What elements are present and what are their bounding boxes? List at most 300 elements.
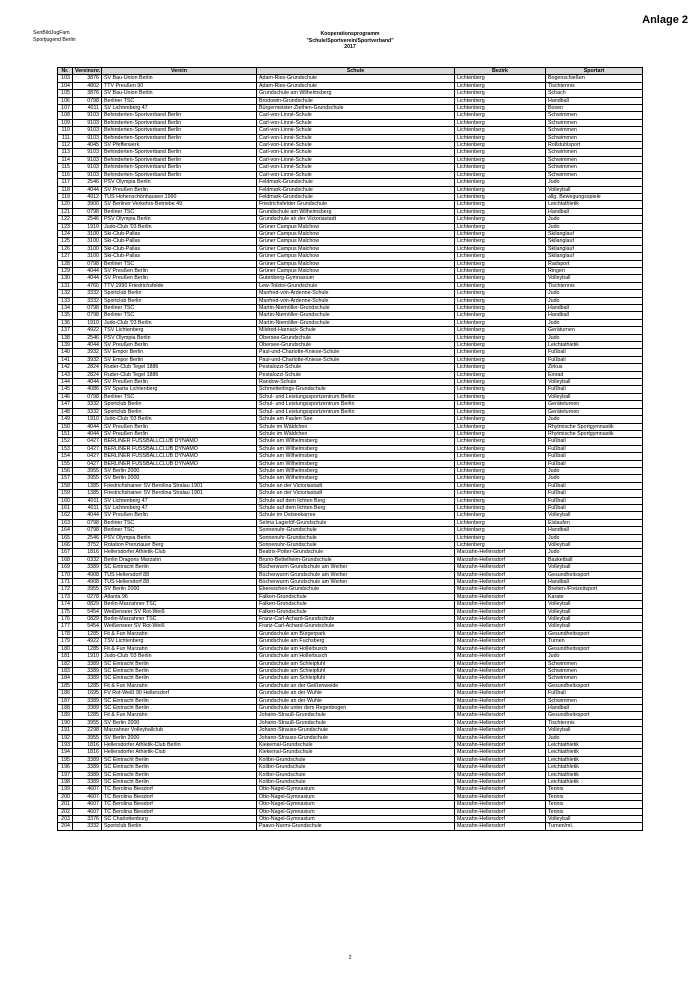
cell-schule: Johann-Strauss-Grundschule	[257, 734, 455, 741]
cell-sportart: Karate	[546, 593, 643, 600]
cell-nr: 170	[58, 571, 73, 578]
cell-nr: 165	[58, 534, 73, 541]
table-row	[58, 142, 643, 149]
cell-vereinsnr: 4044	[73, 275, 102, 282]
cell-sportart: Tennis	[546, 793, 643, 800]
cell-sportart: Judo	[546, 534, 643, 541]
cell-nr: 179	[58, 638, 73, 645]
cell-bezirk: Lichtenberg	[455, 267, 546, 274]
cell-bezirk: Marzahn-Hellersdorf	[455, 779, 546, 786]
cell-bezirk: Lichtenberg	[455, 430, 546, 437]
cell-sportart: Leichtathletik	[546, 779, 643, 786]
cell-verein: SV Preußen Berlin	[102, 512, 257, 519]
cell-vereinsnr: 4011	[73, 105, 102, 112]
cell-verein: Behinderten-Sportverband Berlin	[102, 164, 257, 171]
cell-vereinsnr: 1385	[73, 490, 102, 497]
column-header-schule: Schule	[257, 68, 455, 75]
table-row	[58, 334, 643, 341]
cell-schule: Grundschule am Hollerbusch	[257, 653, 455, 660]
cell-sportart: Schwimmen	[546, 134, 643, 141]
cell-vereinsnr: 3876	[73, 90, 102, 97]
cell-vereinsnr: 1285	[73, 645, 102, 652]
cell-verein: BERLINER FUSSBALLCLUB DYNAMO	[102, 438, 257, 445]
cell-schule: Grundschule am Bürgerpark	[257, 630, 455, 637]
cell-schule: Brodowin-Grundschule	[257, 97, 455, 104]
cell-nr: 150	[58, 423, 73, 430]
cell-schule: Gutenberg-Gymnasium	[257, 275, 455, 282]
table-row	[58, 230, 643, 237]
cell-bezirk: Marzahn-Hellersdorf	[455, 801, 546, 808]
table-row	[58, 497, 643, 504]
cell-schule: Schule am Wilhelmsberg	[257, 475, 455, 482]
cell-sportart: Judo	[546, 290, 643, 297]
cell-schule: Carl-von-Linné-Schule	[257, 112, 455, 119]
table-row	[58, 749, 643, 756]
cell-vereinsnr: 3389	[73, 667, 102, 674]
cell-vereinsnr: 1285	[73, 630, 102, 637]
cell-nr: 152	[58, 438, 73, 445]
column-header-nr: Nr.	[58, 68, 73, 75]
cell-sportart: Fußball	[546, 460, 643, 467]
cell-sportart: Judo	[546, 334, 643, 341]
cell-sportart: Leichtathletik	[546, 342, 643, 349]
cell-nr: 188	[58, 704, 73, 711]
cell-bezirk: Marzahn-Hellersdorf	[455, 667, 546, 674]
cell-bezirk: Lichtenberg	[455, 105, 546, 112]
table-row	[58, 149, 643, 156]
cell-bezirk: Marzahn-Hellersdorf	[455, 734, 546, 741]
table-row	[58, 593, 643, 600]
cell-sportart: Eislaufen	[546, 519, 643, 526]
cell-bezirk: Marzahn-Hellersdorf	[455, 601, 546, 608]
cell-schule: Schule auf dem lichten Berg	[257, 497, 455, 504]
cell-schule: Feldmark-Grundschule	[257, 179, 455, 186]
table-row	[58, 645, 643, 652]
cell-verein: SV Empor Berlin	[102, 349, 257, 356]
cell-bezirk: Lichtenberg	[455, 386, 546, 393]
cell-bezirk: Marzahn-Hellersdorf	[455, 727, 546, 734]
cell-bezirk: Lichtenberg	[455, 467, 546, 474]
cell-sportart: Judo	[546, 216, 643, 223]
cell-bezirk: Lichtenberg	[455, 171, 546, 178]
cell-bezirk: Marzahn-Hellersdorf	[455, 816, 546, 823]
cell-bezirk: Marzahn-Hellersdorf	[455, 793, 546, 800]
table-row	[58, 127, 643, 134]
cell-schule: Carl-von-Linné-Schule	[257, 149, 455, 156]
cell-sportart: Fußball	[546, 453, 643, 460]
cell-verein: Fit & Fun Marzahn	[102, 682, 257, 689]
cell-sportart: Gesundheitssport	[546, 645, 643, 652]
cell-sportart: Volleyball	[546, 564, 643, 571]
table-row	[58, 186, 643, 193]
cell-bezirk: Marzahn-Hellersdorf	[455, 653, 546, 660]
table-row	[58, 667, 643, 674]
cell-nr: 131	[58, 282, 73, 289]
cell-vereinsnr: 3389	[73, 764, 102, 771]
cell-bezirk: Lichtenberg	[455, 275, 546, 282]
cell-sportart: Volleyball	[546, 186, 643, 193]
cell-sportart: Fußball	[546, 497, 643, 504]
cell-sportart: Volleyball	[546, 608, 643, 615]
cell-nr: 180	[58, 645, 73, 652]
cell-nr: 113	[58, 149, 73, 156]
cell-vereinsnr: 4044	[73, 430, 102, 437]
cell-schule: Carl-von-Linné-Schule	[257, 142, 455, 149]
cell-nr: 156	[58, 467, 73, 474]
cell-sportart: Volleyball	[546, 623, 643, 630]
cell-schule: Obersee-Grundschule	[257, 342, 455, 349]
cell-bezirk: Marzahn-Hellersdorf	[455, 749, 546, 756]
cell-verein: Berliner TSC	[102, 305, 257, 312]
cell-sportart: Boxen	[546, 105, 643, 112]
cell-bezirk: Marzahn-Hellersdorf	[455, 564, 546, 571]
cell-bezirk: Marzahn-Hellersdorf	[455, 741, 546, 748]
table-row	[58, 245, 643, 252]
cell-bezirk: Lichtenberg	[455, 371, 546, 378]
cell-verein: SC Eintracht Berlin	[102, 660, 257, 667]
table-row	[58, 712, 643, 719]
table-row	[58, 467, 643, 474]
cell-nr: 123	[58, 223, 73, 230]
table-row	[58, 675, 643, 682]
table-row	[58, 630, 643, 637]
cell-verein: BERLINER FUSSBALLCLUB DYNAMO	[102, 453, 257, 460]
cell-bezirk: Marzahn-Hellersdorf	[455, 623, 546, 630]
cell-vereinsnr: 9103	[73, 156, 102, 163]
cell-sportart: Schwimmen	[546, 660, 643, 667]
cell-schule: Schmetterlings-Grundschule	[257, 386, 455, 393]
cell-nr: 160	[58, 497, 73, 504]
cell-schule: Schul- und Leistungssportzentrum Berlin	[257, 393, 455, 400]
cell-nr: 114	[58, 156, 73, 163]
cell-nr: 181	[58, 653, 73, 660]
cell-verein: TTV Preußen 90	[102, 82, 257, 89]
cell-vereinsnr: 9103	[73, 171, 102, 178]
cell-verein: Berlin Dragons Marzahn	[102, 556, 257, 563]
table-row	[58, 608, 643, 615]
cell-nr: 197	[58, 771, 73, 778]
cell-vereinsnr: 4607	[73, 793, 102, 800]
cell-sportart: Schwimmen	[546, 667, 643, 674]
table-row	[58, 201, 643, 208]
cell-verein: Ski-Club-Pallas	[102, 253, 257, 260]
cell-schule: Grundschule am Schleipfuhl	[257, 667, 455, 674]
cell-vereinsnr: 3932	[73, 349, 102, 356]
table-row	[58, 616, 643, 623]
table-row	[58, 156, 643, 163]
cell-sportart: Volleyball	[546, 542, 643, 549]
cell-sportart: Volleyball	[546, 275, 643, 282]
cell-sportart: Geräturnen	[546, 327, 643, 334]
cell-verein: Friedrichshainer SV Berolina Stralau 1901	[102, 490, 257, 497]
cell-nr: 133	[58, 297, 73, 304]
cell-sportart: Gesundheitssport	[546, 571, 643, 578]
cell-sportart: Volleyball	[546, 512, 643, 519]
cell-bezirk: Lichtenberg	[455, 542, 546, 549]
cell-sportart: Leichtathletik	[546, 771, 643, 778]
table-row	[58, 290, 643, 297]
cell-nr: 203	[58, 816, 73, 823]
cell-nr: 125	[58, 238, 73, 245]
cell-verein: Hellersdorfer Athletik-Club Berlin	[102, 741, 257, 748]
cell-verein: PSV Olympia Berlin	[102, 334, 257, 341]
cell-verein: SV Preußen Berlin	[102, 423, 257, 430]
table-row	[58, 416, 643, 423]
column-header-verein: Verein	[102, 68, 257, 75]
cell-vereinsnr: 3100	[73, 230, 102, 237]
cell-verein: SV Bau-Union Berlin	[102, 75, 257, 82]
cell-schule: Falken-Grundschule	[257, 601, 455, 608]
cell-bezirk: Marzahn-Hellersdorf	[455, 704, 546, 711]
cell-sportart: Handball	[546, 305, 643, 312]
cell-schule: Otto-Nagel-Gymnasium	[257, 801, 455, 808]
cell-sportart: Tischtennis	[546, 719, 643, 726]
cell-schule: Otto-Nagel-Gymnasium	[257, 793, 455, 800]
cell-nr: 174	[58, 601, 73, 608]
cell-schule: Bücherwurm Grundschule am Weiher	[257, 564, 455, 571]
cell-nr: 153	[58, 445, 73, 452]
cell-nr: 202	[58, 808, 73, 815]
table-row	[58, 571, 643, 578]
cell-vereinsnr: 0798	[73, 312, 102, 319]
cell-verein: SC Eintracht Berlin	[102, 764, 257, 771]
cell-sportart: Schwimmen	[546, 164, 643, 171]
cell-nr: 136	[58, 319, 73, 326]
cell-bezirk: Lichtenberg	[455, 282, 546, 289]
table-row	[58, 542, 643, 549]
cell-nr: 121	[58, 208, 73, 215]
cell-verein: Ruder-Club Tegel 1886	[102, 364, 257, 371]
table-row	[58, 786, 643, 793]
cell-bezirk: Lichtenberg	[455, 519, 546, 526]
cell-vereinsnr: 2824	[73, 364, 102, 371]
cell-vereinsnr: 3100	[73, 245, 102, 252]
cell-vereinsnr: 5454	[73, 608, 102, 615]
cell-bezirk: Marzahn-Hellersdorf	[455, 660, 546, 667]
cell-bezirk: Lichtenberg	[455, 401, 546, 408]
cell-vereinsnr: 4607	[73, 786, 102, 793]
table-row	[58, 216, 643, 223]
cell-sportart: Schwimmen	[546, 149, 643, 156]
cell-vereinsnr: 0332	[73, 556, 102, 563]
cell-vereinsnr: 3389	[73, 564, 102, 571]
cell-vereinsnr: 9103	[73, 127, 102, 134]
cell-nr: 109	[58, 119, 73, 126]
cell-nr: 151	[58, 430, 73, 437]
cell-bezirk: Lichtenberg	[455, 364, 546, 371]
cell-schule: Schule auf dem lichten Berg	[257, 504, 455, 511]
cell-verein: TC Berolina Biesdorf	[102, 808, 257, 815]
cell-verein: Ski-Club-Pallas	[102, 230, 257, 237]
cell-bezirk: Marzahn-Hellersdorf	[455, 549, 546, 556]
cell-schule: Paul-und-Charlotte-Kniese-Schule	[257, 349, 455, 356]
table-row	[58, 171, 643, 178]
cell-vereinsnr: 1695	[73, 690, 102, 697]
table-row	[58, 512, 643, 519]
cell-vereinsnr: 3389	[73, 779, 102, 786]
cell-sportart: Judo	[546, 297, 643, 304]
cell-vereinsnr: 1910	[73, 653, 102, 660]
cell-bezirk: Lichtenberg	[455, 534, 546, 541]
table-row	[58, 253, 643, 260]
table-row	[58, 601, 643, 608]
cell-sportart: Handball	[546, 312, 643, 319]
cell-bezirk: Marzahn-Hellersdorf	[455, 638, 546, 645]
cell-sportart: Handball	[546, 97, 643, 104]
table-row	[58, 75, 643, 82]
cell-verein: Hellersdorfer Athletik-Club	[102, 749, 257, 756]
cell-bezirk: Lichtenberg	[455, 149, 546, 156]
cell-schule: Grundschule an der Wuhle	[257, 690, 455, 697]
cell-bezirk: Marzahn-Hellersdorf	[455, 690, 546, 697]
cell-verein: Berlin-Marzahner TSC	[102, 616, 257, 623]
annex-label: Anlage 2	[642, 14, 688, 26]
cell-schule: Schule am Wilhelmsberg	[257, 467, 455, 474]
cell-verein: SC Eintracht Berlin	[102, 779, 257, 786]
table-row	[58, 193, 643, 200]
cell-bezirk: Lichtenberg	[455, 497, 546, 504]
cell-vereinsnr: 0798	[73, 260, 102, 267]
cell-verein: SV Berliner Verkehrs-Betriebe 49	[102, 201, 257, 208]
cell-vereinsnr: 9103	[73, 112, 102, 119]
cell-schule: Grundschule an der Geißenweide	[257, 682, 455, 689]
cell-nr: 112	[58, 142, 73, 149]
cell-schule: Grundschule am Wilhelmsberg	[257, 208, 455, 215]
cell-schule: Schule am Wilhelmsberg	[257, 460, 455, 467]
cell-verein: Judo-Club '03 Berlin	[102, 319, 257, 326]
cell-verein: SC Eintracht Berlin	[102, 667, 257, 674]
table-row	[58, 90, 643, 97]
cell-vereinsnr: 4607	[73, 801, 102, 808]
cell-sportart: Judo	[546, 653, 643, 660]
cell-verein: TSV Lichtenberg	[102, 327, 257, 334]
cell-nr: 166	[58, 542, 73, 549]
cell-bezirk: Marzahn-Hellersdorf	[455, 616, 546, 623]
cell-nr: 191	[58, 727, 73, 734]
cell-sportart: Fußball	[546, 445, 643, 452]
page-number: 2	[348, 955, 352, 961]
cell-schule: Grundschule am Schleipfuhl	[257, 675, 455, 682]
table-header-row	[58, 68, 643, 75]
cell-schule: Pestalozzi-Schule	[257, 364, 455, 371]
cell-verein: Fit & Fun Marzahn	[102, 645, 257, 652]
cell-schule: Grüner Campus Malchow	[257, 245, 455, 252]
cell-vereinsnr: 0278	[73, 593, 102, 600]
cell-verein: Behinderten-Sportverband Berlin	[102, 134, 257, 141]
table-row	[58, 779, 643, 786]
cell-bezirk: Lichtenberg	[455, 75, 546, 82]
cell-verein: SV Preußen Berlin	[102, 275, 257, 282]
table-row	[58, 364, 643, 371]
cell-nr: 199	[58, 786, 73, 793]
cell-verein: Sportclub Berlin	[102, 823, 257, 830]
table-row	[58, 734, 643, 741]
cell-schule: Franz-Carl-Achard-Grundschule	[257, 616, 455, 623]
cell-sportart: Schach	[546, 90, 643, 97]
table-row	[58, 327, 643, 334]
cell-sportart: Schwimmen	[546, 171, 643, 178]
cell-sportart: Breiten-/Freizeitsport	[546, 586, 643, 593]
cell-nr: 201	[58, 801, 73, 808]
table-row	[58, 430, 643, 437]
cell-vereinsnr: 0427	[73, 445, 102, 452]
table-row	[58, 275, 643, 282]
cell-bezirk: Lichtenberg	[455, 527, 546, 534]
cell-nr: 177	[58, 623, 73, 630]
cell-sportart: Handball	[546, 579, 643, 586]
cell-vereinsnr: 4045	[73, 142, 102, 149]
cell-bezirk: Lichtenberg	[455, 334, 546, 341]
cell-sportart: Rhytmische Sportgymnastik	[546, 423, 643, 430]
cell-verein: Sportclub Berlin	[102, 401, 257, 408]
cell-vereinsnr: 9103	[73, 164, 102, 171]
cell-sportart: Schwimmen	[546, 119, 643, 126]
cell-sportart: Skilanglauf	[546, 253, 643, 260]
cell-nr: 154	[58, 453, 73, 460]
cell-schule: Falken-Grundschule	[257, 608, 455, 615]
cell-verein: Ski-Club-Pallas	[102, 245, 257, 252]
cell-vereinsnr: 9103	[73, 149, 102, 156]
cell-sportart: Volleyball	[546, 379, 643, 386]
cell-vereinsnr: 4607	[73, 808, 102, 815]
cell-schule: Beatrix-Potter-Grundschule	[257, 549, 455, 556]
cell-vereinsnr: 1910	[73, 319, 102, 326]
cell-vereinsnr: 0798	[73, 208, 102, 215]
table-row	[58, 504, 643, 511]
cell-sportart: Radsport	[546, 260, 643, 267]
title-line-2: "Schule/Sportverein/Sportverband"	[306, 37, 394, 44]
cell-bezirk: Lichtenberg	[455, 119, 546, 126]
cell-schule: Grundschule an der Victoriastadt	[257, 216, 455, 223]
table-row	[58, 727, 643, 734]
cell-verein: Atlanta 96	[102, 593, 257, 600]
cell-sportart: Schwimmen	[546, 675, 643, 682]
cell-schule: Schule am Wilhelmsberg	[257, 453, 455, 460]
cell-vereinsnr: 3389	[73, 756, 102, 763]
cell-verein: Friedrichshainer SV Berolina Stralau 1901	[102, 482, 257, 489]
table-row	[58, 112, 643, 119]
cell-nr: 117	[58, 179, 73, 186]
cell-schule: Adam-Ries-Grundschule	[257, 82, 455, 89]
cell-schule: Sonnenuhr-Grundschule	[257, 542, 455, 549]
table-row	[58, 741, 643, 748]
cell-nr: 167	[58, 549, 73, 556]
cell-bezirk: Marzahn-Hellersdorf	[455, 697, 546, 704]
cell-vereinsnr: 2546	[73, 179, 102, 186]
cell-bezirk: Lichtenberg	[455, 342, 546, 349]
cell-sportart: Schwimmen	[546, 697, 643, 704]
cell-bezirk: Lichtenberg	[455, 445, 546, 452]
cell-nr: 178	[58, 630, 73, 637]
cell-sportart: Judo	[546, 179, 643, 186]
cell-bezirk: Lichtenberg	[455, 164, 546, 171]
table-row	[58, 823, 643, 830]
cell-verein: SV Preußen Berlin	[102, 342, 257, 349]
cell-sportart: Fußball	[546, 690, 643, 697]
cell-nr: 171	[58, 579, 73, 586]
cell-bezirk: Lichtenberg	[455, 97, 546, 104]
cell-bezirk: Marzahn-Hellersdorf	[455, 682, 546, 689]
cell-sportart: Judo	[546, 467, 643, 474]
cell-bezirk: Lichtenberg	[455, 238, 546, 245]
cell-vereinsnr: 2824	[73, 371, 102, 378]
cell-bezirk: Lichtenberg	[455, 504, 546, 511]
cell-schule: Grundschule an der Wuhle	[257, 697, 455, 704]
cell-verein: SV Lichtenberg 47	[102, 497, 257, 504]
cell-vereinsnr: 3376	[73, 816, 102, 823]
cell-nr: 146	[58, 393, 73, 400]
cell-bezirk: Marzahn-Hellersdorf	[455, 771, 546, 778]
